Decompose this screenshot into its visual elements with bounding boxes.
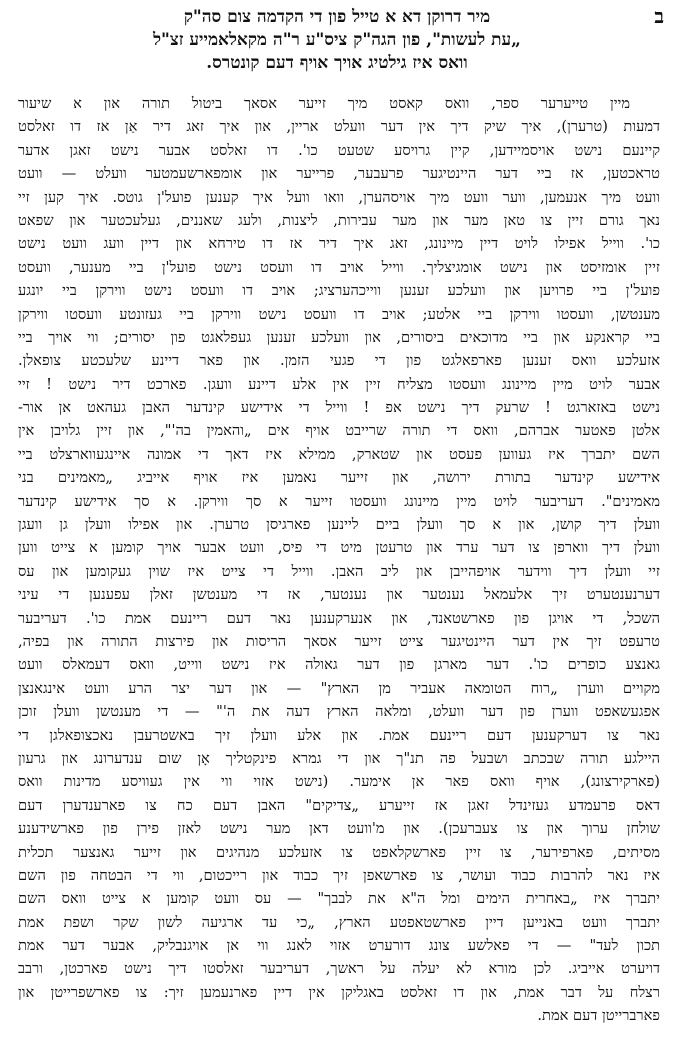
- text-line: וועלן דיך קושן, און א סך וועלן ביים ליינען פארגיסן טרערן. און אפילו וועלן גן וועגן: [18, 516, 660, 534]
- text-line: מקויים ווערן „רוח הטומאה אעביר מן הארץ" — און דער יצר הרע וועט אינגאנצן: [18, 679, 660, 697]
- text-line: שולחן ערוך און צו צעברעכן). און מ'וועט דאן מער נישט לאזן פירן פון פארשידענע: [18, 820, 660, 838]
- text-line: יתברך וועט באנייען דיין פארשטאפטע הארץ, „כי עד ארגיעה לשון שקר ושפת אמת: [18, 913, 660, 931]
- text-line: אידישע קינדער בתורת ירושה, און זייער נאמען איז אויף אייביג „מאמינים בני: [18, 469, 660, 487]
- header: [40, 6, 634, 75]
- text-line: זיי וועלן דיך ווידער אויפהייבן און ליב האבן. ווייל די צייט איז שוין געקומען און עס: [18, 562, 660, 580]
- text-line: דאס פרעמדע געזינדל זאגן אז זייערע „צדיקים" האבן דעם כח צו פארענדערן דעם: [18, 796, 660, 814]
- text-line: קיינעם נישט אויסמיידען, קיין גרויסע שטעט כו'. דו זאלסט אבער נישט זאגן אדער: [18, 141, 660, 159]
- text-line: טרעפט זיך אין דער היינטיגער צייט זייער אסאך הריסות און פירצות התורה און בפיה,: [18, 632, 660, 650]
- text-line: אבער לויט מיין מיינונג וועסטו מצליח זיין אין אלע דיינע וועגן. פארכט דיר נישט ! זיי: [18, 375, 660, 393]
- text-line: ביי קראנקע און ביי מדוכאים ביסורים, און וועלכע זענען געפלאגט פון יסורים; ווי אויך ביי: [18, 328, 660, 346]
- text-line: איז נאר להרבות כבוד ועושר, צו פארשאפן זיך כבוד און רייכטום, ווי די הבטחה פון השם: [18, 866, 660, 884]
- text-line: אלטן פאטער אברהם, וואס די תורה שרייבט אויף אים „והאמין בה'", און זיין גלויבן אין: [18, 422, 660, 440]
- text-line: (פארקירצונג), אויף וואס פאר אן אימער. (נישט אזוי ווי אין געוויסע מדינות וואס: [18, 773, 660, 791]
- text-line: נאך גורם זיין צו טאן מער און מער עבירות, ליצנות, ולעג שאננים, געלעכטער און שפאט: [18, 211, 660, 229]
- header-line: „עת לעשות", פון הגה"ק ציס"ע ר"ה מקאלאמייע זצ"ל: [153, 30, 521, 50]
- text-line: אפגעשאפט ווערן פון דער וועלט, ומלאה הארץ דעה את ה'" — די מענטשן וועלן זוכן: [18, 703, 660, 721]
- text-line: כו'. ווייל אפילו לויט דיין מיינונג, זאג איך דיר אז דו טירחא און דיין וועג וועט נישט: [18, 235, 660, 253]
- text-line: דויערט אייביג. לכן מורא לא יעלה על ראשך, דעריבער זאלסטו דיך נישט פארכטן, ורבב: [18, 960, 660, 978]
- text-line: דמעות (טרערן), איך שיק דיך אין דער וועלט אריין, און איך זאג דיר אַן אז דו זאלסט: [18, 118, 660, 136]
- text-line: פועל'ן ביי פרויען און וועלכע זענען ווייכהערציג; אויב דו וועסט נישט ווירקן ביי יונגע: [18, 282, 660, 300]
- page-marker: ב: [654, 4, 664, 28]
- text-line: גאנצע כופרים כו'. דער מארגן פון דער גאולה איז נישט ווייט, וואס דעמאלס וועט: [18, 656, 660, 674]
- text-line: תכון לעד" — די פאלשע צונג דורערט אזוי לאנג ווי אן אויגנבליק, אבער דער אמת: [18, 937, 660, 955]
- text-line: מיין טייערער ספר, וואס קאסט מיך זייער אסאך ביטול תורה און א שיעור: [18, 95, 630, 112]
- text-line: טראכטען, אז ביי דער היינטיגער פרעבער, פרייער און אומפארשעמטער וועלט — וועט: [18, 165, 660, 183]
- text-line: פארברייטן דעם אמת.: [537, 1007, 660, 1025]
- text-line: וועלן דיך ווארפן צו דער ערד און טרעטן מיט די פיס, וועט אבער אויך קומען א צייט ווען: [18, 539, 660, 557]
- text-line: נישט באזארגט ! שרעק דיך נישט אפ ! ווייל די אידישע קינדער האבן געהאט אן אור-: [18, 399, 660, 417]
- body-text: [18, 92, 660, 1028]
- text-line: מאמינים". דעריבער לויט מיין מיינונג וועסטו זייער א סך ווירקן. א סך אידישע קינדער: [18, 492, 660, 510]
- header-line: וואס איז גילטיג אויך אויף דעם קונטרס.: [206, 53, 468, 73]
- text-line: השכל, די אויגן פון פארשטאנד, און אנערקענען נאר דעם ריינעם אמת כו'. דעריבער: [18, 609, 660, 627]
- text-line: מסיתים, פארפירער, צו זיין פארשקלאפט צו אזעלכע מנהיגים און זייער גאנצער תכלית: [18, 843, 660, 861]
- text-line: מענטשן, וועסטו ווירקן ביי אלטע; אויב דו וועסט נישט ווירקן ביי געזונטע וועסטו ווירקן: [18, 305, 660, 323]
- header-line: מיר דרוקן דא א טייל פון די הקדמה צום סה"ק: [183, 7, 491, 27]
- text-line: וועט מיך אנעמען, ווער וועט מיך אויסהערן, וואו וועל איך קענען פועל'ן גוטס. איך קען זיי: [18, 188, 660, 206]
- text-line: השם יתברך איז געווען פעסט און שטארק, ממילא איז דאך די אמונה איינגעווארצלט ביי: [18, 445, 660, 463]
- text-line: זיין אומזיסט און נישט אומגיצליך. ווייל אויב דו וועסט נישט פועל'ן ביי מענער, וועסט: [18, 258, 660, 276]
- text-line: רצלח על דבר אמת, און דו זאלסט באגליקן אין דיין פארנעמען זיך: צו פארשפרייטן און: [18, 983, 660, 1001]
- text-line: היילגע תורה שבכתב ושבעל פה תנ"ך און די גמרא פינקטליך אָן שום ענדערונג און גרעון: [18, 749, 660, 767]
- text-line: יתברך איז „באחרית הימים ומל ה"א את לבבך" — עס וועט קומען א צייט וואס השם: [18, 890, 660, 908]
- text-line: דערנענטערט זיך אלעמאל נענטער און נענטער, אז די מענטשן זאלן עפענען די עיני: [18, 586, 660, 604]
- text-line: אזעלכע וואס זענען פארפאלגט פון די פגעי הזמן. און פאר דיינע שלעכטע צופאלן.: [18, 352, 660, 370]
- text-line: נאר צו דערקענען דעם ריינעם אמת. און אלע וועלן זיך באשטרעבן נאכצופאלגן די: [18, 726, 660, 744]
